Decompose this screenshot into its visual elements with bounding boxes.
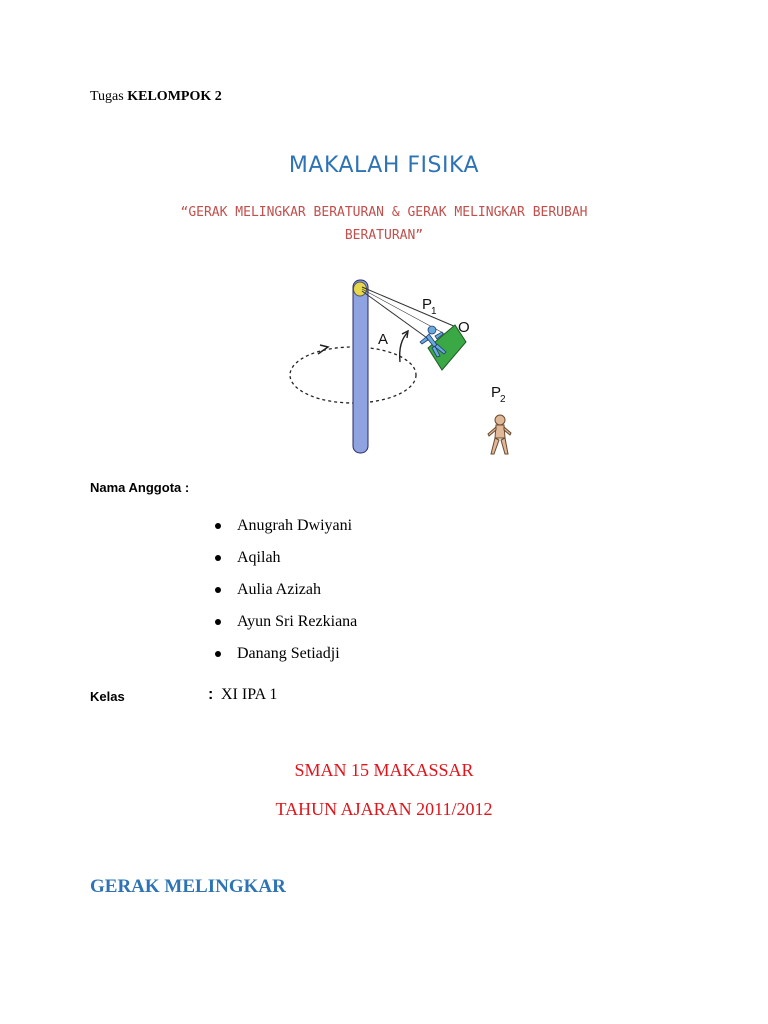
bullet-icon	[215, 587, 221, 593]
member-name: Danang Setiadji	[237, 645, 340, 662]
class-separator: :	[208, 686, 214, 703]
bullet-icon	[215, 651, 221, 657]
member-name: Ayun Sri Rezkiana	[237, 613, 358, 630]
rotation-arrow-icon	[318, 345, 328, 354]
rope-upper	[362, 287, 456, 327]
member-name: Aqilah	[237, 549, 281, 566]
bullet-icon	[215, 523, 221, 529]
member-item	[215, 577, 357, 609]
pivot	[354, 282, 367, 296]
class-value: XI IPA 1	[221, 686, 278, 703]
academic-year: TAHUN AJARAN 2011/2012	[275, 799, 493, 819]
bullet-icon	[215, 555, 221, 561]
circular-motion-figure	[280, 270, 540, 465]
member-list	[215, 513, 357, 673]
label-p2-sub: 2	[500, 394, 506, 405]
pole	[353, 280, 368, 453]
observer-icon	[488, 415, 511, 454]
member-item	[215, 609, 357, 641]
member-item	[215, 513, 357, 545]
task-label	[90, 89, 222, 105]
member-item	[215, 641, 357, 673]
class-label: Kelas	[90, 689, 125, 704]
document-subtitle	[100, 201, 668, 247]
member-name: Aulia Azizah	[237, 581, 321, 598]
label-p1: P	[422, 296, 433, 313]
section-heading: GERAK MELINGKAR	[90, 876, 286, 897]
label-p1-sub: 1	[431, 306, 437, 317]
member-name: Anugrah Dwiyani	[237, 517, 353, 534]
document-title: MAKALAH FISIKA	[288, 153, 480, 178]
label-o: O	[458, 319, 470, 336]
task-group: KELOMPOK 2	[127, 89, 222, 104]
subtitle-line-2: BERATURAN”	[344, 228, 424, 243]
members-label: Nama Anggota :	[90, 480, 190, 495]
bullet-icon	[215, 619, 221, 625]
subtitle-line-1: “GERAK MELINGKAR BERATURAN & GERAK MELINGKAR BERUBAH	[180, 205, 588, 220]
label-a: A	[378, 331, 389, 348]
school-name: SMAN 15 MAKASSAR	[294, 760, 474, 780]
member-item	[215, 545, 357, 577]
task-prefix: Tugas	[90, 89, 124, 104]
label-p2: P	[491, 384, 502, 401]
